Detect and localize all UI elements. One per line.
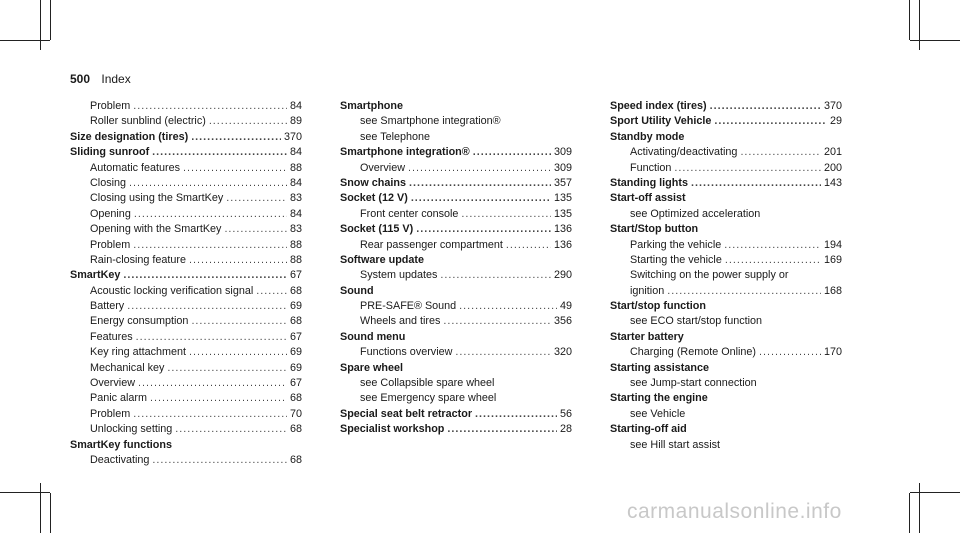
index-entry xyxy=(340,362,572,377)
index-entry xyxy=(610,177,842,192)
leader-dots xyxy=(183,162,287,174)
entry-text: Opening xyxy=(90,207,131,220)
entry-text: see Vehicle xyxy=(630,407,686,420)
entry-text: Smartphone integration® xyxy=(340,146,470,159)
entry-text: Special seat belt retractor xyxy=(340,407,473,420)
leader-dots xyxy=(691,177,821,189)
page-reference[interactable]: 370 xyxy=(823,100,842,112)
index-entry xyxy=(70,269,302,284)
entry-text: see Telephone xyxy=(360,130,431,143)
index-subentry xyxy=(610,346,842,361)
index-entry xyxy=(70,131,302,146)
index-entry xyxy=(340,177,572,192)
entry-text: Software update xyxy=(340,253,424,266)
entry-text: Problem xyxy=(90,407,131,420)
index-subentry xyxy=(340,300,572,315)
index-subentry xyxy=(340,239,572,254)
crop-mark xyxy=(50,493,51,533)
crop-mark xyxy=(909,0,910,40)
page-reference[interactable]: 200 xyxy=(823,161,842,174)
page-reference[interactable]: 356 xyxy=(553,315,572,328)
leader-dots xyxy=(127,300,287,312)
entry-text: Standing lights xyxy=(610,176,688,189)
leader-dots xyxy=(133,100,287,112)
index-subentry xyxy=(610,162,842,177)
page-reference[interactable]: 89 xyxy=(289,115,302,128)
page-reference[interactable]: 28 xyxy=(559,423,572,436)
index-entry xyxy=(340,331,572,346)
entry-text: Activating/deactivating xyxy=(630,146,738,159)
index-subentry xyxy=(610,269,842,284)
index-entry xyxy=(610,131,842,146)
index-subentry xyxy=(610,208,842,223)
index-subentry xyxy=(70,362,302,377)
entry-text: Functions overview xyxy=(360,346,453,359)
index-subentry xyxy=(70,223,302,238)
page-reference[interactable]: 56 xyxy=(559,407,572,420)
leader-dots xyxy=(175,423,287,435)
index-entry xyxy=(610,115,842,130)
leader-dots xyxy=(123,269,287,281)
index-subentry xyxy=(610,254,842,269)
index-entry xyxy=(340,423,572,438)
index-subentry xyxy=(70,377,302,392)
page-reference[interactable]: 70 xyxy=(289,407,302,420)
page-reference[interactable]: 69 xyxy=(289,300,302,313)
page-reference[interactable]: 170 xyxy=(823,346,842,359)
index-entry xyxy=(340,254,572,269)
section-title: Index xyxy=(101,72,131,86)
entry-text: ignition xyxy=(630,284,665,297)
index-subentry xyxy=(70,315,302,330)
entry-text: Start/stop function xyxy=(610,300,706,313)
entry-text: Spare wheel xyxy=(340,361,404,374)
leader-dots xyxy=(226,192,287,204)
entry-text: Roller sunblind (electric) xyxy=(90,115,206,128)
leader-dots xyxy=(667,285,821,297)
page-number: 500 xyxy=(70,72,91,86)
entry-text: see Optimized acceleration xyxy=(630,207,761,220)
index-column-1 xyxy=(70,100,302,469)
page-reference[interactable]: 309 xyxy=(553,161,572,174)
entry-text: Overview xyxy=(90,377,135,390)
crop-mark xyxy=(909,493,910,533)
entry-text: System updates xyxy=(360,269,438,282)
leader-dots xyxy=(459,300,557,312)
leader-dots xyxy=(461,208,551,220)
index-subentry xyxy=(610,377,842,392)
page-reference[interactable]: 67 xyxy=(289,269,302,282)
entry-text: Specialist workshop xyxy=(340,423,445,436)
entry-text: see Hill start assist xyxy=(630,438,720,451)
index-entry xyxy=(610,100,842,115)
index-entry xyxy=(70,146,302,161)
leader-dots xyxy=(455,346,551,358)
index-entry xyxy=(340,408,572,423)
index-subentry xyxy=(70,239,302,254)
leader-dots xyxy=(714,115,827,127)
entry-text: Switching on the power supply or xyxy=(630,269,789,282)
crop-mark xyxy=(0,492,50,493)
page-reference[interactable]: 370 xyxy=(283,130,302,143)
entry-text: see Collapsible spare wheel xyxy=(360,377,495,390)
leader-dots xyxy=(725,254,821,266)
index-subentry xyxy=(70,392,302,407)
page-reference[interactable]: 143 xyxy=(823,176,842,189)
entry-text: see Emergency spare wheel xyxy=(360,392,497,405)
page-reference[interactable]: 194 xyxy=(823,238,842,251)
entry-text: Sound menu xyxy=(340,330,406,343)
leader-dots xyxy=(133,408,287,420)
entry-text: Energy consumption xyxy=(90,315,189,328)
index-subentry xyxy=(610,239,842,254)
index-subentry xyxy=(610,146,842,161)
entry-text: Rain-closing feature xyxy=(90,253,187,266)
index-subentry xyxy=(70,100,302,115)
index-entry xyxy=(340,223,572,238)
leader-dots xyxy=(167,362,287,374)
index-entry xyxy=(610,423,842,438)
index-entry xyxy=(610,362,842,377)
page-reference[interactable]: 29 xyxy=(829,115,842,128)
entry-text: Mechanical key xyxy=(90,361,165,374)
leader-dots xyxy=(152,146,287,158)
entry-text: Socket (115 V) xyxy=(340,223,414,236)
index-subentry xyxy=(340,115,572,130)
page-reference[interactable]: 83 xyxy=(289,223,302,236)
entry-text: Front center console xyxy=(360,207,459,220)
index-entry xyxy=(340,192,572,207)
crop-mark xyxy=(50,0,51,40)
entry-text: Deactivating xyxy=(90,453,150,466)
page-reference[interactable]: 69 xyxy=(289,361,302,374)
page-reference[interactable]: 135 xyxy=(553,207,572,220)
leader-dots xyxy=(152,454,287,466)
entry-text: see Jump-start connection xyxy=(630,377,757,390)
entry-text: Charging (Remote Online) xyxy=(630,346,757,359)
index-subentry xyxy=(70,115,302,130)
index-subentry xyxy=(340,377,572,392)
index-column-2 xyxy=(340,100,572,439)
index-entry xyxy=(610,192,842,207)
leader-dots xyxy=(724,239,821,251)
entry-text: Speed index (tires) xyxy=(610,100,707,112)
index-subentry xyxy=(70,423,302,438)
leader-dots xyxy=(189,254,287,266)
entry-text: Wheels and tires xyxy=(360,315,441,328)
page-reference[interactable]: 83 xyxy=(289,192,302,205)
entry-text: Problem xyxy=(90,100,131,112)
index-entry xyxy=(610,331,842,346)
leader-dots xyxy=(411,192,551,204)
entry-text: see Smartphone integration® xyxy=(360,115,501,128)
entry-text: Sliding sunroof xyxy=(70,146,150,159)
index-subentry xyxy=(610,285,842,300)
index-subentry xyxy=(70,177,302,192)
index-subentry xyxy=(340,269,572,284)
index-entry xyxy=(340,285,572,300)
page-reference[interactable]: 67 xyxy=(289,377,302,390)
entry-text: Opening with the SmartKey xyxy=(90,223,222,236)
entry-text: see ECO start/stop function xyxy=(630,315,763,328)
page-reference[interactable]: 68 xyxy=(289,423,302,436)
page-header xyxy=(70,72,131,86)
entry-text: Starter battery xyxy=(610,330,684,343)
leader-dots xyxy=(133,239,287,251)
index-subentry xyxy=(610,439,842,454)
leader-dots xyxy=(447,423,557,435)
page-reference[interactable]: 357 xyxy=(553,176,572,189)
index-entry xyxy=(610,300,842,315)
entry-text: Panic alarm xyxy=(90,392,148,405)
page-reference[interactable]: 88 xyxy=(289,238,302,251)
entry-text: Starting-off aid xyxy=(610,423,687,436)
entry-text: Acoustic locking verification signal xyxy=(90,284,254,297)
watermark: carmanualsonline.info xyxy=(627,500,842,523)
page-reference[interactable]: 88 xyxy=(289,161,302,174)
leader-dots xyxy=(256,285,287,297)
entry-text: Starting the vehicle xyxy=(630,253,722,266)
leader-dots xyxy=(408,162,551,174)
entry-text: Standby mode xyxy=(610,130,685,143)
entry-text: Smartphone xyxy=(340,100,403,112)
crop-mark xyxy=(0,40,50,41)
page-reference[interactable]: 69 xyxy=(289,346,302,359)
index-subentry xyxy=(70,192,302,207)
index-subentry xyxy=(340,162,572,177)
leader-dots xyxy=(506,239,551,251)
leader-dots xyxy=(224,223,287,235)
leader-dots xyxy=(443,315,551,327)
entry-text: Start-off assist xyxy=(610,192,686,205)
entry-text: Sound xyxy=(340,284,374,297)
entry-text: Starting assistance xyxy=(610,361,710,374)
entry-text: Closing xyxy=(90,176,127,189)
entry-text: Starting the engine xyxy=(610,392,708,405)
index-subentry xyxy=(610,408,842,423)
page-reference[interactable]: 320 xyxy=(553,346,572,359)
page-reference[interactable]: 136 xyxy=(553,238,572,251)
leader-dots xyxy=(759,346,821,358)
page-reference[interactable]: 67 xyxy=(289,330,302,343)
leader-dots xyxy=(409,177,551,189)
page-reference[interactable]: 136 xyxy=(553,223,572,236)
crop-mark xyxy=(40,0,41,50)
entry-text: Features xyxy=(90,330,133,343)
index-subentry xyxy=(70,300,302,315)
entry-text: Overview xyxy=(360,161,405,174)
crop-mark xyxy=(910,492,960,493)
index-subentry xyxy=(340,315,572,330)
index-entry xyxy=(340,100,572,115)
leader-dots xyxy=(475,408,557,420)
leader-dots xyxy=(209,115,287,127)
leader-dots xyxy=(191,131,281,143)
entry-text: SmartKey functions xyxy=(70,438,172,451)
leader-dots xyxy=(740,146,821,158)
leader-dots xyxy=(150,392,287,404)
entry-text: Closing using the SmartKey xyxy=(90,192,224,205)
entry-text: Function xyxy=(630,161,672,174)
leader-dots xyxy=(129,177,287,189)
index-entry xyxy=(340,146,572,161)
leader-dots xyxy=(189,346,287,358)
page-reference[interactable]: 169 xyxy=(823,253,842,266)
page-reference[interactable]: 84 xyxy=(289,100,302,112)
index-entry xyxy=(70,439,302,454)
entry-text: Automatic features xyxy=(90,161,181,174)
page-reference[interactable]: 68 xyxy=(289,284,302,297)
leader-dots xyxy=(191,315,287,327)
page-reference[interactable]: 201 xyxy=(823,146,842,159)
index-subentry xyxy=(340,346,572,361)
index-subentry xyxy=(340,208,572,223)
page-reference[interactable]: 68 xyxy=(289,392,302,405)
entry-text: Sport Utility Vehicle xyxy=(610,115,712,128)
leader-dots xyxy=(710,100,821,112)
index-subentry xyxy=(70,285,302,300)
leader-dots xyxy=(138,377,287,389)
index-subentry xyxy=(610,315,842,330)
entry-text: Parking the vehicle xyxy=(630,238,722,251)
index-subentry xyxy=(340,131,572,146)
index-entry xyxy=(610,223,842,238)
page-reference[interactable]: 290 xyxy=(553,269,572,282)
index-subentry xyxy=(70,162,302,177)
leader-dots xyxy=(134,208,287,220)
crop-mark xyxy=(919,0,920,50)
index-subentry xyxy=(70,408,302,423)
entry-text: SmartKey xyxy=(70,269,121,282)
entry-text: Battery xyxy=(90,300,125,313)
page-reference[interactable]: 84 xyxy=(289,176,302,189)
leader-dots xyxy=(416,223,551,235)
page-reference[interactable]: 84 xyxy=(289,146,302,159)
leader-dots xyxy=(674,162,821,174)
page-reference[interactable]: 135 xyxy=(553,192,572,205)
page-reference[interactable]: 168 xyxy=(823,284,842,297)
entry-text: Snow chains xyxy=(340,176,406,189)
entry-text: Unlocking setting xyxy=(90,423,173,436)
crop-mark xyxy=(919,483,920,533)
crop-mark xyxy=(910,40,960,41)
entry-text: Start/Stop button xyxy=(610,223,699,236)
entry-text: Socket (12 V) xyxy=(340,192,408,205)
index-subentry xyxy=(70,254,302,269)
page-reference[interactable]: 88 xyxy=(289,253,302,266)
index-subentry xyxy=(70,454,302,469)
index-subentry xyxy=(70,331,302,346)
page-reference[interactable]: 49 xyxy=(559,300,572,313)
page-reference[interactable]: 84 xyxy=(289,207,302,220)
entry-text: Problem xyxy=(90,238,131,251)
index-subentry xyxy=(70,208,302,223)
entry-text: Rear passenger compartment xyxy=(360,238,503,251)
leader-dots xyxy=(440,269,551,281)
page-reference[interactable]: 309 xyxy=(553,146,572,159)
crop-mark xyxy=(40,483,41,533)
index-entry xyxy=(610,392,842,407)
leader-dots xyxy=(473,146,551,158)
index-subentry xyxy=(340,392,572,407)
page-reference[interactable]: 68 xyxy=(289,453,302,466)
entry-text: Key ring attachment xyxy=(90,346,187,359)
entry-text: Size designation (tires) xyxy=(70,130,189,143)
index-column-3 xyxy=(610,100,842,454)
leader-dots xyxy=(136,331,287,343)
index-subentry xyxy=(70,346,302,361)
entry-text: PRE-SAFE® Sound xyxy=(360,300,457,313)
page-reference[interactable]: 68 xyxy=(289,315,302,328)
